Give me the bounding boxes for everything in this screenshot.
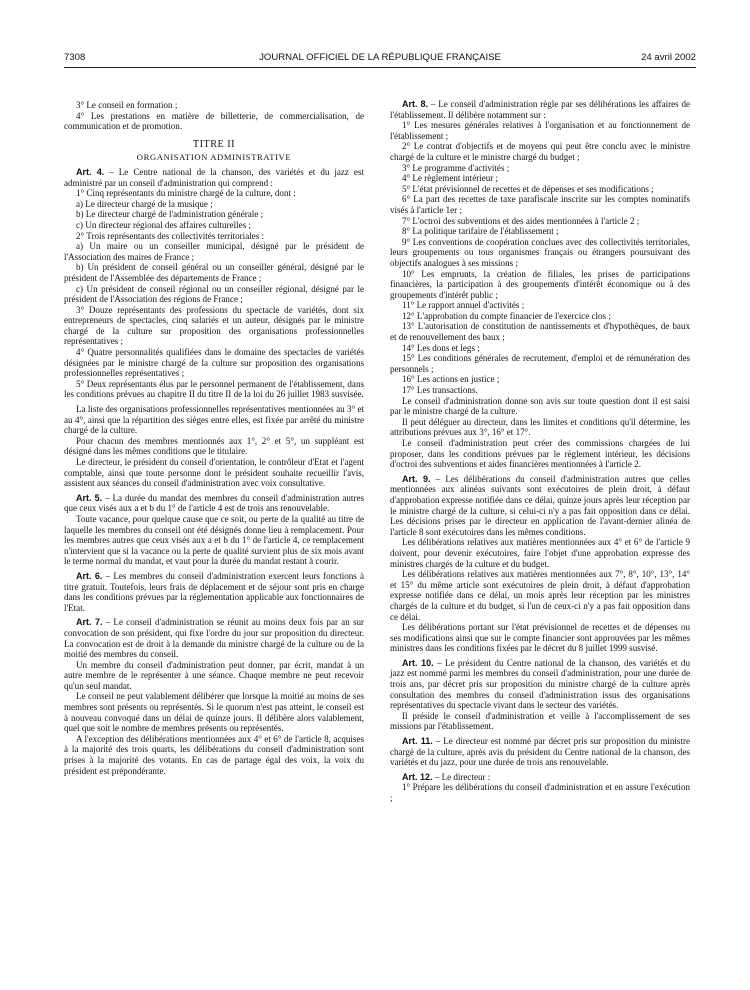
list-item: 1° Cinq représentants du ministre chargé de la culture, dont : xyxy=(76,188,296,199)
paragraph: Un membre du conseil d'administration peut donner, par écrit, mandat à un autre membre de le représenter à une séance. Chaque membre ne peut recevoir qu'un seul mandat. xyxy=(64,659,364,691)
list-item: a) Un maire ou un conseiller municipal, désigné par le président de l'Association des maires de France ; xyxy=(64,241,364,262)
list-item: 12° L'approbation du compte financier de l'exercice clos ; xyxy=(402,310,611,321)
paragraph: Il préside le conseil d'administration et veille à l'accomplissement de ses missions par l'établissement. xyxy=(390,710,690,732)
paragraph: Les délibérations relatives aux matières mentionnées aux 7°, 8°, 10°, 13°, 14° et 15° du même article sont exécutoires de plein droit, à défaut d'approbation expresse notifiée dans ce délai, un mois après leur réception par les ministres chargés de la culture et du budget, si l'un de ceux-ci n'y a pas fait opposition dans ce délai. xyxy=(390,569,690,622)
list-item: c) Un directeur régional des affaires culturelles ; xyxy=(76,219,251,230)
list-item: 1° Prépare les délibérations du conseil d'administration et en assure l'exécution ; xyxy=(390,782,690,803)
article-paragraph: Art. 6. – Les membres du conseil d'administration exercent leurs fonctions à titre gratuit. Toutefois, leurs frais de déplacement et de séjour sont pris en charge dans les conditions prévues par la réglementation applicable aux fonctionnaires de l'Etat. xyxy=(64,570,365,613)
list-item: 15° Les conditions générales de recrutement, d'emploi et de rémunération des personnels ; xyxy=(390,353,690,374)
paragraph: Le conseil d'administration donne son avis sur toute question dont il est saisi par le ministre chargé de la culture. xyxy=(390,395,690,417)
paragraph: Pour chacun des membres mentionnés aux 1°, 2° et 5°, un suppléant est désigné dans les mêmes conditions que le titulaire. xyxy=(64,435,364,457)
right-column xyxy=(390,99,690,804)
list-item: 1° Les mesures générales relatives à l'organisation et au fonctionnement de l'établissement ; xyxy=(390,120,690,141)
header-rule xyxy=(64,67,696,68)
list-item: 6° La part des recettes de taxe parafiscale inscrite sur les comptes nominatifs visés à l'article 1er ; xyxy=(390,194,690,215)
list-item: 14° Les dons et legs ; xyxy=(402,342,480,353)
page-header xyxy=(64,52,696,66)
list-item: 5° L'état prévisionnel de recettes et de dépenses et ses modifications ; xyxy=(402,183,654,194)
article-heading: Art. 6. xyxy=(76,570,103,581)
paragraph: Toute vacance, pour quelque cause que ce soit, ou perte de la qualité au titre de laquelle les membres du conseil ont été désignés donne lieu à remplacement. Pour les membres autres que ceux visés aux a et b du 1° de l'article 4, ce remplacement n'intervient que si la vacance ou la perte de qualité survient plus de six mois avant le terme normal du mandat, et vaut pour la durée du mandat restant à courir. xyxy=(64,513,364,567)
list-item: 4° Les prestations en matière de billetterie, de commercialisation, de communication et de promotion. xyxy=(64,110,364,132)
section-heading: ORGANISATION ADMINISTRATIVE xyxy=(136,152,292,163)
article-heading: Art. 5. xyxy=(76,492,103,503)
list-item: 3° Douze représentants des professions du spectacle de variétés, dont six entrepreneurs de spectacles, cinq salariés et un auteur, désignés par le ministre chargé de la culture sur proposition des organisations professionnelles représentatives ; xyxy=(64,304,364,347)
list-item: 2° Le contrat d'objectifs et de moyens qui peut être conclu avec le ministre chargé de la culture et le ministre chargé du budget ; xyxy=(390,141,690,162)
list-item: 13° L'autorisation de constitution de nantissements et d'hypothèques, de baux et de renouvellement des baux ; xyxy=(390,321,690,343)
article-heading: Art. 7. xyxy=(76,617,103,628)
article-heading: Art. 8. xyxy=(402,99,429,109)
article-paragraph: Art. 7. – Le conseil d'administration se réunit au moins deux fois par an sur convocation de son président, qui fixe l'ordre du jour sur proposition du directeur. La convocation est de droit à la demande du ministre chargé de la culture ou de la moitié des membres du conseil. xyxy=(64,617,364,660)
article-heading: Art. 4. xyxy=(76,166,105,177)
paragraph: Le directeur, le président du conseil d'orientation, le contrôleur d'Etat et l'agent comptable, ainsi que toute personne dont le président souhaite recueillir l'avis, assistent aux séances du conseil d'administration avec voix consultative. xyxy=(64,457,364,489)
journal-title: JOURNAL OFFICIEL DE LA RÉPUBLIQUE FRANÇAISE xyxy=(259,52,501,63)
article-heading: Art. 9. xyxy=(402,473,431,484)
list-item: 8° La politique tarifaire de l'établissement ; xyxy=(402,226,559,237)
article-paragraph: Art. 11. – Le directeur est nommé par décret pris sur proposition du ministre chargé de la culture, après avis du président du Centre national de la chanson, des variétés et du jazz, pour une durée de trois ans renouvelable. xyxy=(390,736,690,768)
article-heading: Art. 12. xyxy=(402,771,433,782)
list-item: 4° Quatre personnalités qualifiées dans le domaine des spectacles de variétés désignées par le ministre chargé de la culture sur proposition des organisations professionnelles représentatives ; xyxy=(64,347,364,379)
page-number: 7308 xyxy=(64,52,86,63)
article-paragraph: Art. 12. – Le directeur : xyxy=(402,771,491,782)
list-item: b) Un président de conseil général ou un conseiller général, désigné par le président de l'Assemblée des départements de France ; xyxy=(64,262,364,283)
list-item: 17° Les transactions. xyxy=(402,385,478,396)
list-item: 11° Le rapport annuel d'activités ; xyxy=(402,300,525,311)
list-item: 2° Trois représentants des collectivités territoriales : xyxy=(76,230,265,241)
list-item: 9° Les conventions de coopération conclues avec des collectivités territoriales, leurs groupements ou tous organismes français ou étrangers poursuivant des objectifs analogues à ses missions ; xyxy=(390,236,690,268)
paragraph: Les délibérations relatives aux matières mentionnées aux 4° et 6° de l'article 9 doivent, pour devenir exécutoires, faire l'objet d'une approbation expresse des ministres chargés de la culture et du budget. xyxy=(390,537,690,569)
article-paragraph: Art. 9. – Les délibérations du conseil d'administration autres que celles mentionnées aux alinéas suivants sont exécutoires de plein droit, à défaut d'approbation expresse notifiée dans ce délai, quinze jours après leur réception par le ministre chargé de la culture, si celui-ci n'y a pas fait opposition dans ce délai. Les décisions prises par le directeur en application de l'avant-dernier alinéa de l'article 8 sont exécutoires dans les mêmes conditions. xyxy=(390,473,690,537)
list-item: 7° L'octroi des subventions et des aides mentionnées à l'article 2 ; xyxy=(402,215,640,226)
list-item: 5° Deux représentants élus par le personnel permanent de l'établissement, dans les conditions prévues au chapitre II du titre II de la loi du 26 juillet 1983 susvisée. xyxy=(64,378,364,400)
article-heading: Art. 10. xyxy=(402,657,434,668)
publication-date: 24 avril 2002 xyxy=(641,52,696,63)
paragraph: Le conseil d'administration peut créer des commissions chargées de lui proposer, dans les conditions prévues par le règlement intérieur, les décisions d'octroi des subventions et aides financières mentionnées à l'article 2. xyxy=(390,438,690,470)
article-paragraph: Art. 10. – Le président du Centre national de la chanson, des variétés et du jazz est nommé parmi les membres du conseil d'administration, pour une durée de trois ans, par décret pris sur proposition du ministre chargé de la culture après consultation des membres du conseil d'administration issus des organisations représentatives du spectacle vivant dans le secteur des variétés. xyxy=(390,657,690,711)
left-column xyxy=(64,100,364,776)
list-item: b) Le directeur chargé de l'administration générale ; xyxy=(76,209,264,220)
paragraph: La liste des organisations professionnelles représentatives mentionnées au 3° et au 4°, ainsi que la répartition des sièges entre elles, est fixée par arrêté du ministre chargé de la culture. xyxy=(64,404,364,436)
list-item: 16° Les actions en justice ; xyxy=(402,374,500,385)
list-item: c) Un président de conseil régional ou un conseiller régional, désigné par le président de l'Association des régions de France ; xyxy=(64,283,364,305)
article-paragraph: Art. 5. – La durée du mandat des membres du conseil d'administration autres que ceux visés aux a et b du 1° de l'article 4 est de trois ans renouvelable. xyxy=(64,492,364,514)
paragraph: Les délibérations portant sur l'état prévisionnel de recettes et de dépenses ou ses modifications ainsi que sur le compte financier sont approuvées par les mêmes ministres dans les conditions fixées par le décret du 8 juillet 1999 susvisé. xyxy=(390,622,690,654)
paragraph: A l'exception des délibérations mentionnées aux 4° et 6° de l'article 8, acquises à la majorité des trois quarts, les délibérations du conseil d'administration sont prises à la majorité des votants. En cas de partage égal des voix, la voix du président est prépondérante. xyxy=(64,733,364,776)
list-item: 3° Le conseil en formation ; xyxy=(76,100,178,110)
article-paragraph: Art. 8. – Le conseil d'administration règle par ses délibérations les affaires de l'établissement. Il délibère notamment sur : xyxy=(390,99,690,120)
list-item: 4° Le règlement intérieur ; xyxy=(402,173,499,184)
paragraph: Le conseil ne peut valablement délibérer que lorsque la moitié au moins de ses membres sont présents ou représentés. Si le quorum n'est pas atteint, le conseil est à nouveau convoqué dans un délai de quinze jours. Il délibère alors valablement, quel que soit le nombre de membres présents ou représentés. xyxy=(64,691,364,734)
article-heading: Art. 11. xyxy=(402,736,433,747)
list-item: 3° Le programme d'activités ; xyxy=(402,162,510,173)
article-paragraph: Art. 4. – Le Centre national de la chanson, des variétés et du jazz est administré par un conseil d'administration qui comprend : xyxy=(64,166,364,188)
list-item: a) Le directeur chargé de la musique ; xyxy=(76,198,213,209)
list-item: 10° Les emprunts, la création de filiales, les prises de participations financières, la participation à des groupements d'intérêt économique ou à des groupements d'intérêt public ; xyxy=(390,268,690,300)
paragraph: Il peut déléguer au directeur, dans les limites et conditions qu'il détermine, les attributions prévues aux 3°, 16° et 17°. xyxy=(390,416,690,438)
title-heading: TITRE II xyxy=(192,138,236,150)
